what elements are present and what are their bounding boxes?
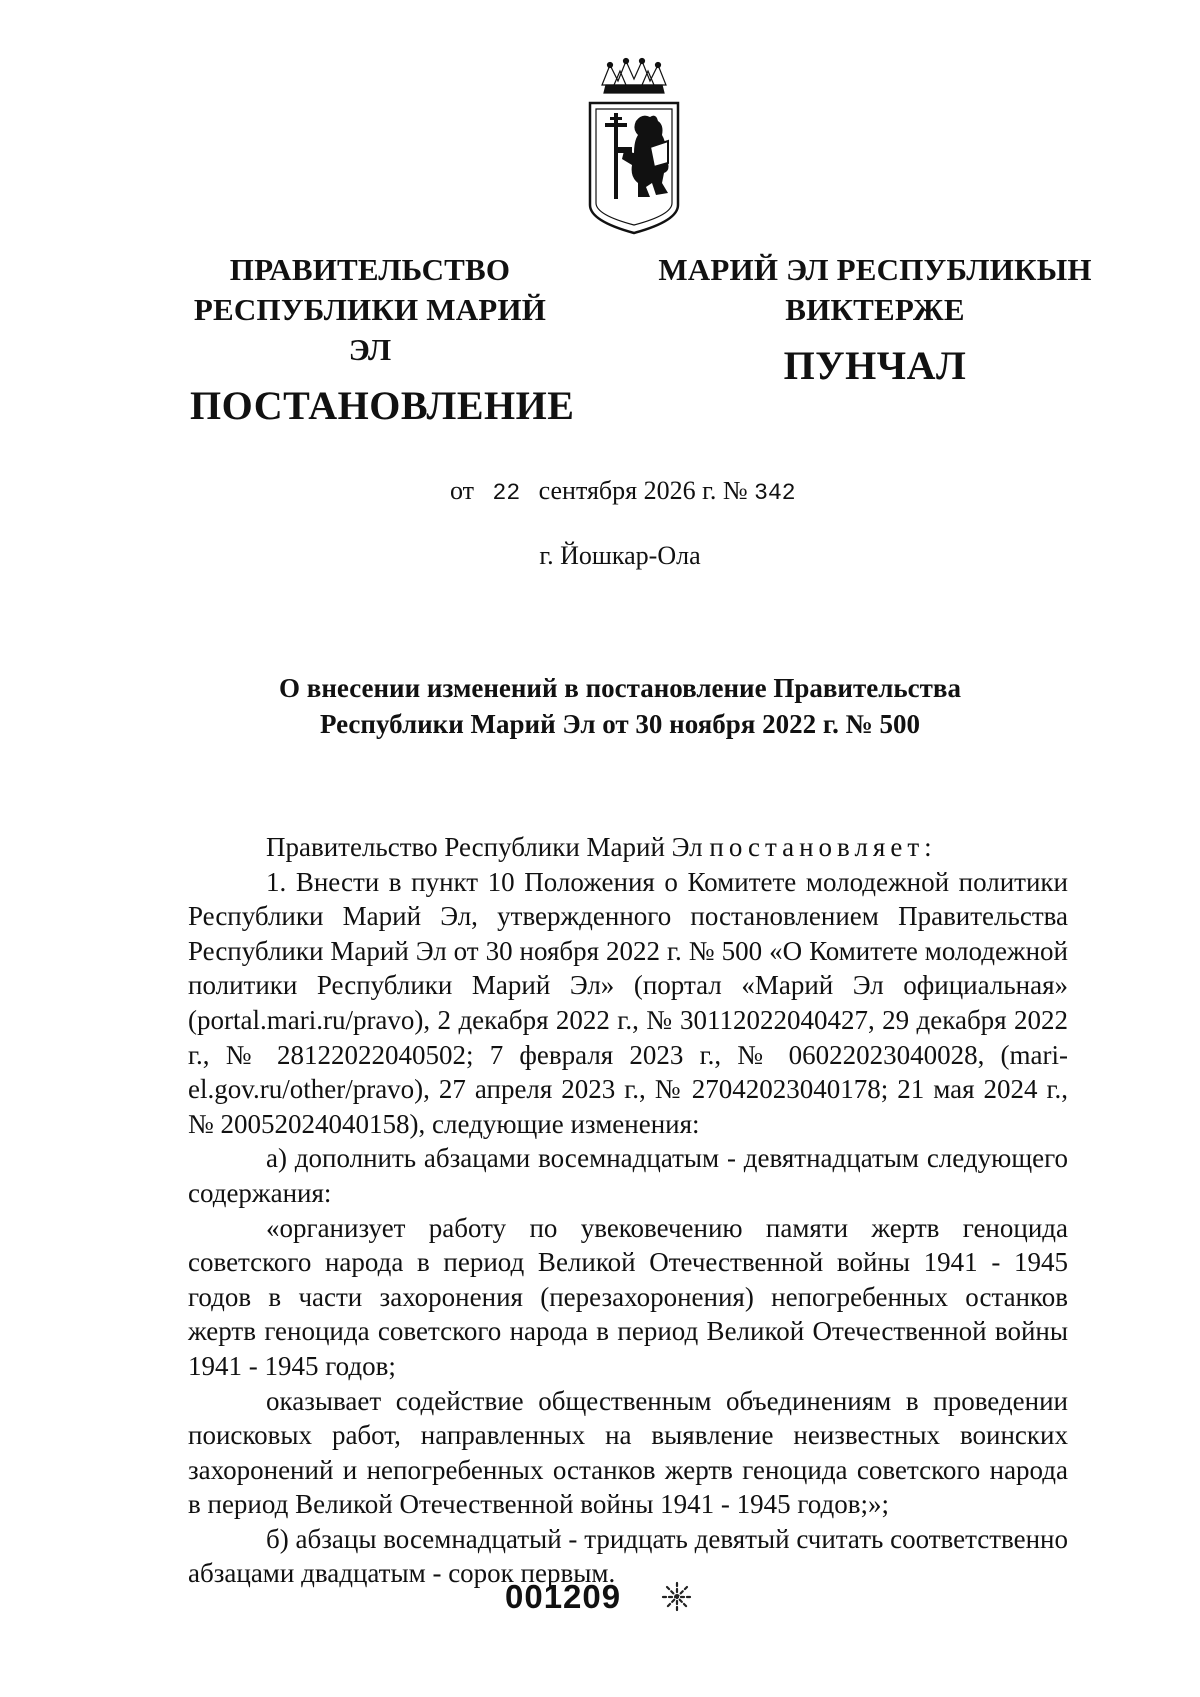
doc-type-title: ПОСТАНОВЛЕНИЕ: [190, 383, 575, 428]
preamble: [188, 830, 1068, 865]
org-name-line: РЕСПУБЛИКИ МАРИЙ ЭЛ: [193, 292, 547, 367]
org-block-russian: [190, 250, 575, 430]
city-line: г. Йошкар-Ола: [539, 541, 701, 570]
org-name-line: ВИКТЕРЖЕ: [785, 292, 965, 327]
title-line: О внесении изменений в постановление Правительства: [279, 673, 961, 703]
paragraph-quote-2: оказывает содействие общественным объединениям в проведении поисковых работ, направленных на выявление неизвестных воинских захоронений и непогребенных останков жертв геноцида советского народа в период Великой Отечественной войны 1941 - 1945 годов;»;: [188, 1385, 1068, 1520]
paragraph-a: а) дополнить абзацами восемнадцатым - девятнадцатым следующего содержания:: [188, 1143, 1068, 1208]
document-title: [0, 670, 1200, 742]
date-month-year: сентября 2026 г. №: [538, 476, 748, 505]
paragraph-1: 1. Внести в пункт 10 Положения о Комитете молодежной политики Республики Марий Эл, утвержденного постановлением Правительства Республики Марий Эл от 30 ноября 2022 г. № 500 «О Комитете молодежной политики Республики Марий Эл» (портал «Марий Эл официальная» (portal.mari.ru/pravo), 2 декабря 2022 г., № 30112022040427, 29 декабря 2022 г., № 28122022040502; 7 февраля 2023 г., № 06022023040028, (mari-el.gov.ru/other/pravo), 27 апреля 2023 г., № 27042023040178; 21 мая 2024 г., № 20052024040158), следующие изменения:: [188, 866, 1068, 1139]
paragraph-b: б) абзацы восемнадцатый - тридцать девятый считать соответственно абзацами двадцатым - сорок первым.: [188, 1523, 1068, 1589]
date-line: [450, 476, 796, 506]
preamble-verb: постановляет:: [709, 832, 937, 862]
org-name-line: ПРАВИТЕЛЬСТВО: [229, 252, 511, 287]
asterisk-stamp-icon: [660, 1580, 694, 1614]
org-name-line: МАРИЙ ЭЛ РЕСПУБЛИКЫН: [658, 252, 1092, 287]
paragraph-quote-1: «организует работу по увековечению памяти жертв геноцида советского народа в период Великой Отечественной войны 1941 - 1945 годов в части захоронения (перезахоронения) непогребенных останков жертв геноцида советского народа в период Великой Отечественной войны 1941 - 1945 годов;: [188, 1212, 1068, 1381]
decree-number: 342: [754, 480, 796, 506]
title-line: Республики Марий Эл от 30 ноября 2022 г. № 500: [319, 709, 921, 739]
org-block-mari: [650, 250, 1100, 390]
coat-of-arms-mari-el-icon: [584, 55, 684, 235]
date-prefix: от: [450, 476, 475, 505]
date-day: 22: [492, 480, 521, 506]
serial-number: 001209: [505, 1578, 622, 1615]
doc-type-title: ПУНЧАЛ: [783, 343, 967, 388]
document-body: [188, 830, 1068, 1591]
preamble-text: Правительство Республики Марий Эл: [266, 832, 710, 862]
